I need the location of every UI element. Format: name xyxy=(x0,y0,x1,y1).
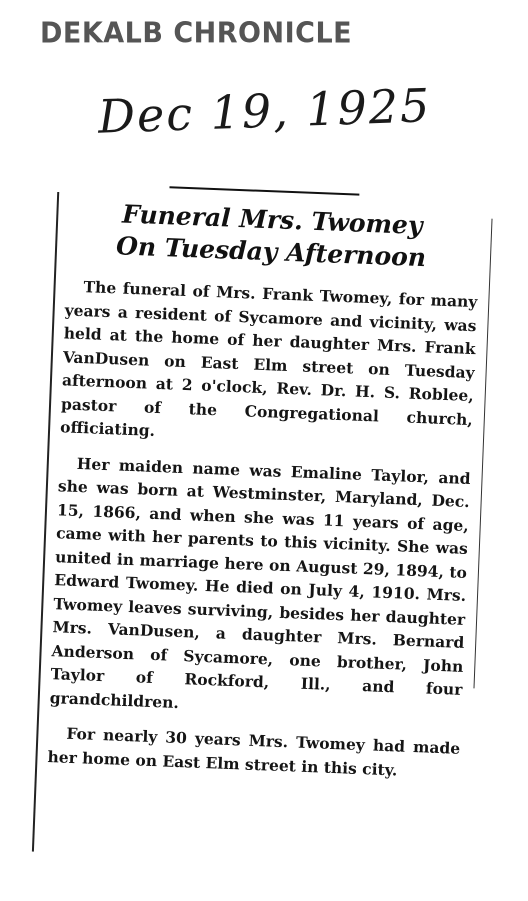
handwritten-date: Dec 19, 1925 xyxy=(97,78,433,144)
article-headline xyxy=(65,196,479,276)
newspaper-clipping xyxy=(32,172,490,878)
column-rule xyxy=(169,186,359,195)
article-body xyxy=(47,274,478,795)
headline-line-1: Funeral Mrs. Twomey xyxy=(121,199,423,241)
article-paragraph-2: Her maiden name was Emaline Taylor, and she was born at Westminster, Maryland, Dec. 15, 1866, and when she was 11 years of age, came with her parents to this vicinity. She was united in marriage here on August 29, 1894, to Edward Twomey. He died on July 4, 1910. Mrs. Twomey leaves surviving, besides her daughter Mrs. VanDusen, a daughter Mrs. Bernard Anderson of Sycamore, one brother, John Taylor of Rockford, Ill., and four grandchildren. xyxy=(49,453,471,712)
newspaper-name-stamp: DEKALB CHRONICLE xyxy=(40,17,353,50)
headline-line-2: On Tuesday Afternoon xyxy=(115,231,427,273)
clipping-right-edge xyxy=(473,219,493,689)
article-paragraph-1: The funeral of Mrs. Frank Twomey, for many years a resident of Sycamore and vicinity, was held at the home of her daughter Mrs. Frank VanDusen on East Elm street on Tuesday afternoon at 2 o'clock, Rev. Dr. H. S. Roblee, pastor of the Congregational church, officiating. xyxy=(59,277,478,440)
article-paragraph-3: For nearly 30 years Mrs. Twomey had made her home on East Elm street in this city. xyxy=(47,723,461,779)
